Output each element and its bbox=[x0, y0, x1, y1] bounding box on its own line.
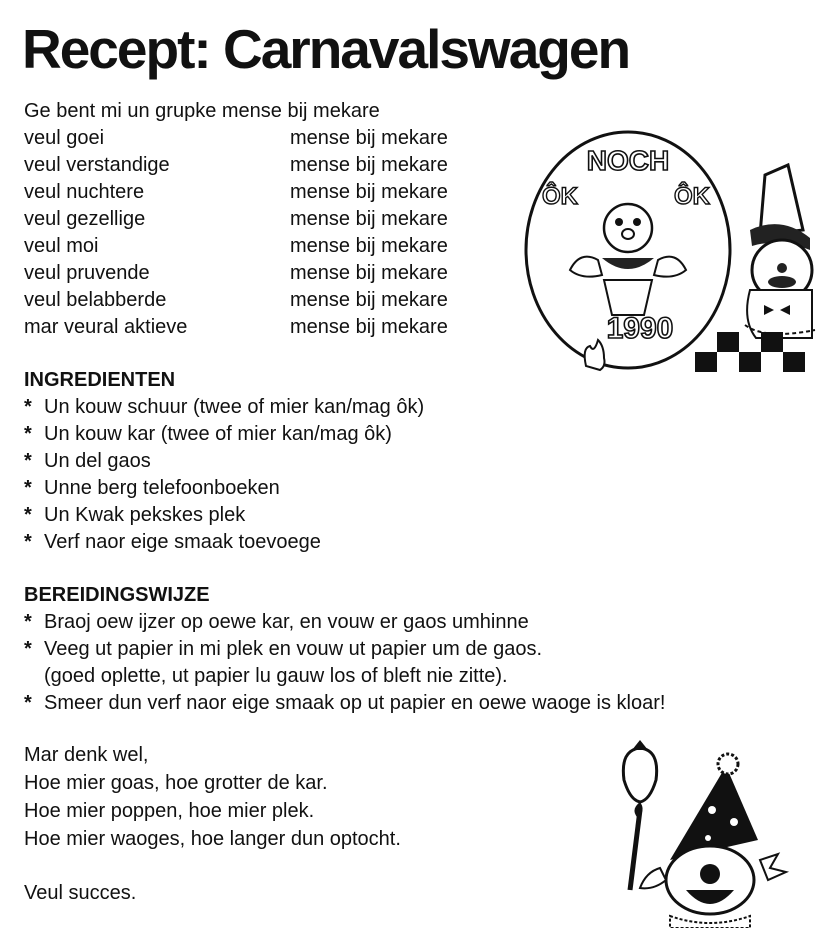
intro-row bbox=[24, 206, 448, 233]
ingredient-text: Un kouw schuur (twee of mier kan/mag ôk) bbox=[44, 396, 425, 418]
intro-adjective: veul gezellige bbox=[24, 208, 146, 230]
intro-phrase: mense bij mekare bbox=[290, 316, 448, 338]
intro-adjective: veul goei bbox=[24, 127, 105, 149]
bullet-spacer bbox=[24, 663, 44, 690]
signoff: Veul succes. bbox=[24, 882, 137, 904]
intro-adjective: mar veural aktieve bbox=[24, 316, 188, 338]
intro-phrase: mense bij mekare bbox=[290, 127, 448, 149]
ingredient-text: Verf naor eige smaak toevoege bbox=[44, 531, 321, 553]
list-item bbox=[24, 475, 424, 502]
intro-row bbox=[24, 233, 448, 260]
badge-year: 1990 bbox=[606, 312, 674, 345]
clown-face bbox=[640, 846, 786, 928]
ingredient-text: Unne berg telefoonboeken bbox=[44, 477, 280, 499]
intro-phrase: mense bij mekare bbox=[290, 262, 448, 284]
clown-illustration bbox=[600, 740, 790, 928]
spacer bbox=[24, 853, 401, 879]
ingredients-list bbox=[24, 394, 424, 556]
page-title: Recept: Carnavalswagen bbox=[22, 18, 630, 80]
badge-right-text: ÔK bbox=[674, 183, 710, 210]
intro-adjective: veul pruvende bbox=[24, 262, 150, 284]
intro-phrase: mense bij mekare bbox=[290, 235, 448, 257]
list-item bbox=[24, 636, 665, 663]
intro-adjective: veul belabberde bbox=[24, 289, 167, 311]
intro-row bbox=[24, 287, 448, 314]
tulip-staff bbox=[623, 740, 656, 890]
step-text: Veeg ut papier in mi plek en vouw ut papier um de gaos. bbox=[44, 638, 543, 660]
list-item bbox=[24, 421, 424, 448]
list-item bbox=[24, 663, 665, 690]
bullet: * bbox=[24, 504, 32, 526]
bullet: * bbox=[24, 611, 32, 633]
closing-line: Mar denk wel, bbox=[24, 744, 149, 766]
intro-first-line: Ge bent mi un grupke mense bij mekare bbox=[24, 100, 380, 122]
bullet: * bbox=[24, 638, 32, 660]
intro-row bbox=[24, 125, 448, 152]
carnival-badge-illustration bbox=[520, 120, 818, 390]
intro-row bbox=[24, 179, 448, 206]
closing-line: Hoe mier waoges, hoe langer dun optocht. bbox=[24, 828, 401, 850]
list-item bbox=[24, 529, 424, 556]
bullet: * bbox=[24, 396, 32, 418]
bullet: * bbox=[24, 423, 32, 445]
ingredient-text: Un Kwak pekskes plek bbox=[44, 504, 246, 526]
list-item bbox=[24, 502, 424, 529]
step-continuation: (goed oplette, ut papier lu gauw los of bleft nie zitte). bbox=[44, 665, 508, 687]
list-item bbox=[24, 690, 665, 717]
badge-medallion bbox=[526, 132, 730, 370]
ingredients-heading: INGREDIENTEN bbox=[24, 369, 176, 391]
ingredient-text: Un del gaos bbox=[44, 450, 151, 472]
list-item bbox=[24, 609, 665, 636]
intro-phrase: mense bij mekare bbox=[290, 289, 448, 311]
list-item bbox=[24, 394, 424, 421]
list-item bbox=[24, 448, 424, 475]
intro-row bbox=[24, 314, 448, 341]
badge-left-text: ÔK bbox=[542, 183, 578, 210]
preparation-heading: BEREIDINGSWIJZE bbox=[24, 584, 210, 606]
closing-block bbox=[24, 741, 401, 907]
intro-phrase: mense bij mekare bbox=[290, 208, 448, 230]
ingredient-text: Un kouw kar (twee of mier kan/mag ôk) bbox=[44, 423, 392, 445]
bullet: * bbox=[24, 531, 32, 553]
intro-row bbox=[24, 152, 448, 179]
step-text: Smeer dun verf naor eige smaak op ut papier en oewe waoge is kloar! bbox=[44, 692, 666, 714]
bullet: * bbox=[24, 692, 32, 714]
intro-phrase: mense bij mekare bbox=[290, 181, 448, 203]
preparation-list bbox=[24, 609, 665, 717]
bullet: * bbox=[24, 450, 32, 472]
closing-line: Hoe mier goas, hoe grotter de kar. bbox=[24, 772, 328, 794]
badge-top-text: NOCH bbox=[586, 145, 670, 176]
clown-hat bbox=[670, 754, 758, 860]
intro-adjective: veul nuchtere bbox=[24, 181, 145, 203]
intro-phrase: mense bij mekare bbox=[290, 154, 448, 176]
step-text: Braoj oew ijzer op oewe kar, en vouw er gaos umhinne bbox=[44, 611, 529, 633]
intro-block bbox=[24, 98, 448, 341]
closing-line: Hoe mier poppen, hoe mier plek. bbox=[24, 800, 315, 822]
intro-adjective: veul moi bbox=[24, 235, 99, 257]
intro-adjective: veul verstandige bbox=[24, 154, 170, 176]
bullet: * bbox=[24, 477, 32, 499]
intro-row bbox=[24, 260, 448, 287]
